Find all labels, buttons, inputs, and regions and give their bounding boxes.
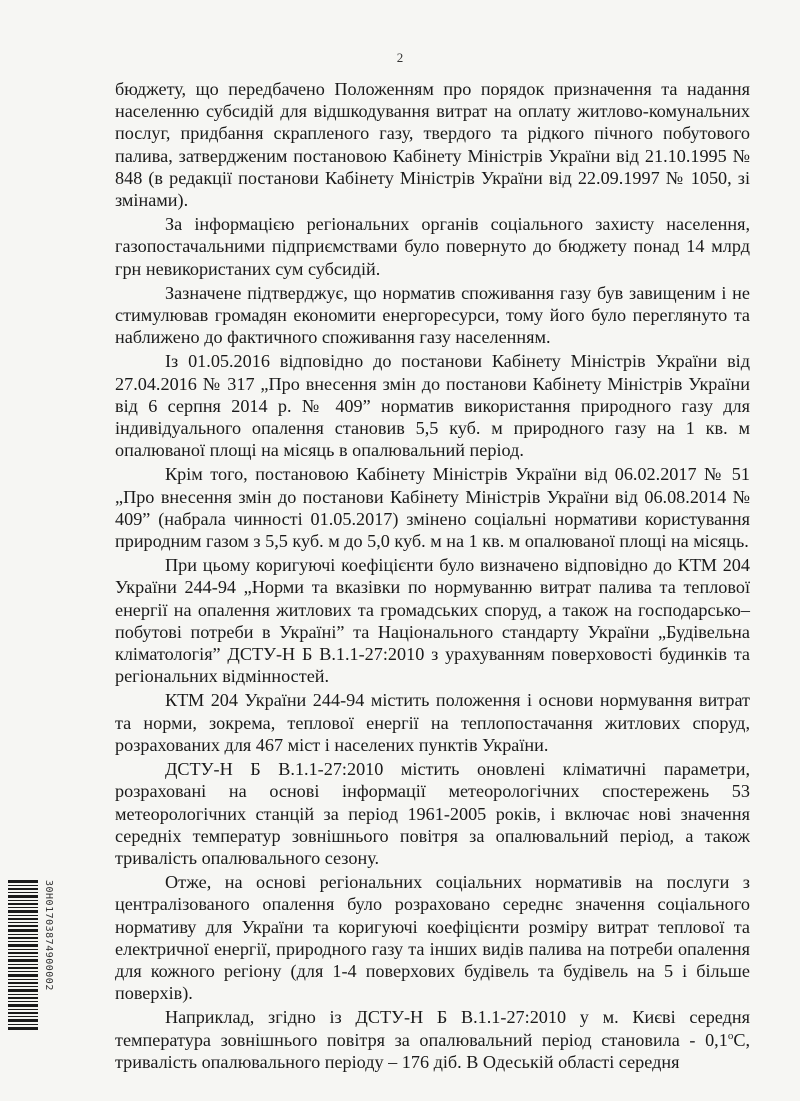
paragraph-8: ДСТУ-Н Б В.1.1-27:2010 містить оновлені кліматичні параметри, розраховані на основі інформації метеорологічних спостережень 53 метеорологічних станцій за період 1961-2005 років, і включає нові значення середніх температур зовнішнього повітря за опалювальний період, а також тривалість опалювального сезону. <box>115 759 750 868</box>
paragraph-10 <box>115 1006 750 1073</box>
paragraph-2: За інформацією регіональних органів соціального захисту населення, газопостачальними підприємствами було повернуто до бюджету понад 14 млрд грн невикористаних сум субсидій. <box>115 214 750 279</box>
paragraph-6: При цьому коригуючі коефіцієнти було визначено відповідно до КТМ 204 України 244-94 „Норми та вказівки по нормуванню витрат палива та теплової енергії на опалення житлових та громадських споруд, а також на господарсько–побутові потреби в Україні” та Національного стандарту України „Будівельна кліматологія” ДСТУ-Н Б В.1.1-27:2010 з урахуванням поверховості будинків та регіональних відмінностей. <box>115 555 750 687</box>
degree-superscript: о <box>727 1029 734 1042</box>
paragraph-1: бюджету, що передбачено Положенням про порядок призначення та надання населенню субсидій для відшкодування витрат на оплату житлово-комунальних послуг, придбання скрапленого газу, твердого та рідкого пічного побутового палива, затвердженим постановою Кабінету Міністрів України від 21.10.1995 № 848 (в редакції постанови Кабінету Міністрів України від 22.09.1997 № 1050, зі змінами). <box>115 79 750 211</box>
paragraph-9: Отже, на основі регіональних соціальних нормативів на послуги з централізованого опалення було розраховано середнє значення соціального нормативу для України та коригуючі коефіцієнти розміру витрат теплової та електричної енергії, природного газу та інших видів палива на потреби опалення для кожного регіону (для 1-4 поверхових будівель та будівель на 5 і більше поверхів). <box>115 872 750 1004</box>
paragraph-5: Крім того, постановою Кабінету Міністрів України від 06.02.2017 № 51 „Про внесення змін до постанови Кабінету Міністрів України від 06.08.2014 № 409” (набрала чинності 01.05.2017) змінено соціальні нормативи користування природним газом з 5,5 куб. м до 5,0 куб. м на 1 кв. м опалюваної площі на місяць. <box>115 464 750 552</box>
paragraph-4: Із 01.05.2016 відповідно до постанови Кабінету Міністрів України від 27.04.2016 № 317 „Про внесення змін до постанови Кабінету Міністрів України від 6 серпня 2014 р. № 409” норматив використання природного газу для індивідуального опалення становив 5,5 куб. м природного газу на 1 кв. м опалюваної площі на місяць в опалювальний період. <box>115 351 750 461</box>
barcode-number: 30Н01703874900002 <box>43 880 54 991</box>
paragraph-3: Зазначене підтверджує, що норматив споживання газу був завищеним і не стимулював громадян економити енергоресурси, тому його було переглянуто та наближено до фактичного споживання газу населенням. <box>115 282 750 348</box>
barcode-image <box>8 880 38 1030</box>
paragraph-7: КТМ 204 України 244-94 містить положення і основи нормування витрат та норми, зокрема, теплової енергії на теплопостачання житлових споруд, розрахованих для 467 міст і населених пунктів України. <box>115 690 750 755</box>
page-number: 2 <box>396 50 404 65</box>
paragraph-10-end: С, тривалість опалювального періоду – 176 діб. В Одеській області середня <box>115 1029 750 1072</box>
document-body <box>115 78 750 1075</box>
paragraph-10-start: Наприклад, згідно із ДСТУ-Н Б В.1.1-27:2010 у м. Києві середня температура зовнішнього повітря за опалювальний період становила - 0,1 <box>115 1007 750 1050</box>
